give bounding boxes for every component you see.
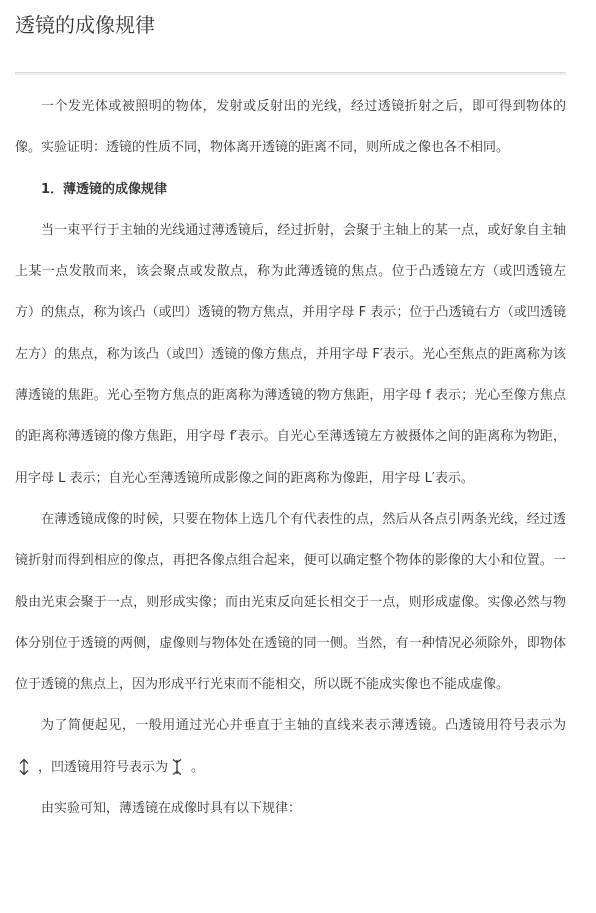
focus-definition-paragraph: 当一束平行于主轴的光线通过薄透镜后，经过折射，会聚于主轴上的某一点，或好象自主轴上某一点发散而来，该会聚点或发散点，称为此薄透镜的焦点。位于凸透镜左方（或凹透镜左方）的焦点，称为该凸（或凹）透镜的物方焦点，并用字母 F 表示；位于凸透镜右方（或凹透镜左方）的焦点，称为该凸（或凹）透镜的像方焦点，并用字母 F′表示。光心至焦点的距离称为该薄透镜的焦距。光心至物方焦点的距离称为薄透镜的物方焦距，用字母 f 表示；光心至像方焦点的距离称薄透镜的像方焦距，用字母 f′表示。自光心至薄透镜左方被摄体之间的距离称为物距，用字母 L 表示；自光心至薄透镜所成影像之间的距离称为像距，用字母 L′表示。 xyxy=(15,222,566,486)
title-divider xyxy=(15,72,566,75)
symbol-text-part2: ，凹透镜用符号表示为 xyxy=(38,759,169,775)
intro-paragraph: 一个发光体或被照明的物体，发射或反射出的光线，经过透镜折射之后，即可得到物体的像。实验证明：透镜的性质不同，物体离开透镜的距离不同，则所成之像也各不相同。 xyxy=(15,99,566,156)
double-arrow-outward-icon xyxy=(18,758,30,776)
double-arrow-inward-icon xyxy=(171,758,183,776)
lens-symbol-paragraph xyxy=(15,705,566,788)
section-heading: 1．薄透镜的成像规律 xyxy=(41,181,168,197)
symbol-text-part1: 为了简便起见，一般用通过光心并垂直于主轴的直线来表示薄透镜。凸透镜用符号表示为 xyxy=(41,718,566,734)
rules-intro-paragraph: 由实验可知，薄透镜在成像时具有以下规律： xyxy=(41,801,302,817)
symbol-text-part3: 。 xyxy=(191,759,205,775)
imaging-paragraph: 在薄透镜成像的时候，只要在物体上选几个有代表性的点，然后从各点引两条光线，经过透镜折射而得到相应的像点，再把各像点组合起来，便可以确定整个物体的影像的大小和位置。一般由光束会聚于一点，则形成实像；而由光束反向延长相交于一点，则形成虚像。实像必然与物体分别位于透镜的两侧，虚像则与物体处在透镜的同一侧。当然，有一种情况必须除外，即物体位于透镜的焦点上，因为形成平行光束而不能相交，所以既不能成实像也不能成虚像。 xyxy=(15,511,566,693)
article-body xyxy=(15,86,566,829)
page-title: 透镜的成像规律 xyxy=(15,13,155,37)
